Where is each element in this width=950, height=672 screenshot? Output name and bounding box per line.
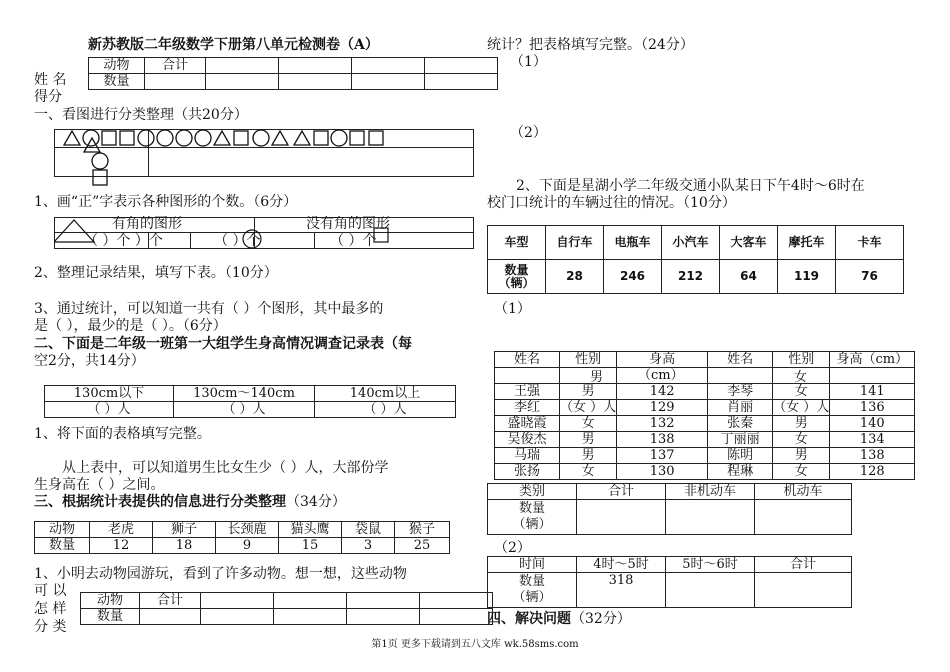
answer-cell[interactable] bbox=[755, 500, 852, 535]
header-cell: 猫头鹰 bbox=[279, 522, 342, 538]
header-cell: 动物 bbox=[81, 593, 140, 609]
overlay-text: （cm） bbox=[638, 368, 684, 383]
circle-icon bbox=[331, 130, 347, 146]
circle-icon bbox=[92, 153, 108, 169]
vehicle-table bbox=[487, 225, 904, 294]
header-cell: 身高 bbox=[617, 352, 708, 368]
blank-label: （2） bbox=[494, 540, 531, 556]
triangle-icon bbox=[294, 131, 310, 145]
animal-class-table bbox=[80, 592, 493, 625]
answer-cell[interactable] bbox=[666, 573, 755, 608]
header-cell: 机动车 bbox=[755, 484, 852, 500]
answer-cell[interactable] bbox=[206, 58, 279, 74]
name-label: 姓 名 bbox=[34, 72, 67, 88]
blank-cell[interactable]: （ ）人 bbox=[315, 402, 456, 418]
label-cell: 数量 （辆） bbox=[488, 500, 577, 535]
answer-cell[interactable] bbox=[279, 74, 352, 90]
blank-label: （1） bbox=[510, 54, 547, 70]
header-cell: 姓名 bbox=[708, 352, 773, 368]
question-text: 1、画“正”字表示各种图形的个数。（6分） bbox=[34, 194, 298, 210]
table-row: 张扬 女 130 程琳 女 128 bbox=[495, 464, 915, 480]
overlay-text: 男 bbox=[590, 370, 604, 385]
header-cell: 合计 bbox=[140, 593, 201, 609]
section-heading: 一、看图进行分类整理（共20分） bbox=[34, 107, 248, 123]
score-label: 得分 bbox=[34, 89, 62, 105]
square-icon bbox=[120, 131, 134, 145]
answer-cell[interactable] bbox=[666, 500, 755, 535]
header-cell: 性别 bbox=[773, 352, 830, 368]
label-cell: 数量 （辆） bbox=[488, 260, 546, 294]
value-cell: 12 bbox=[90, 538, 153, 554]
answer-cell[interactable] bbox=[347, 609, 420, 625]
header-table bbox=[88, 57, 498, 90]
header-cell: 动物 bbox=[89, 58, 145, 74]
answer-cell[interactable] bbox=[425, 58, 498, 74]
blank-label: （2） bbox=[510, 125, 547, 141]
question-text: 从上表中，可以知道男生比女生少（ ）人，大部份学 bbox=[62, 460, 389, 476]
header-cell: 大客车 bbox=[720, 226, 778, 260]
answer-cell[interactable] bbox=[206, 74, 279, 90]
value-cell: 64 bbox=[720, 260, 778, 294]
label-cell: 数量 （辆） bbox=[488, 573, 577, 608]
answer-cell[interactable] bbox=[145, 74, 206, 90]
square-icon bbox=[369, 131, 383, 145]
question-text: 生身高在（ ）之间。 bbox=[34, 477, 165, 493]
question-text: 是（ ），最少的是（ ）。（6分） bbox=[34, 318, 227, 334]
header-cell: 5时～6时 bbox=[666, 557, 755, 573]
header-cell: 猴子 bbox=[395, 522, 450, 538]
height-range-table bbox=[44, 385, 456, 418]
table-row: 盛晓霞 女 132 张秦 男 140 bbox=[495, 416, 915, 432]
question-text: 统计？把表格填写完整。（24分） bbox=[487, 37, 694, 53]
table-row: 吴俊杰 男 138 丁丽丽 女 134 bbox=[495, 432, 915, 448]
blank-cell[interactable]: （ ）人 bbox=[174, 402, 315, 418]
side-text: 可 以 bbox=[34, 583, 67, 599]
header-cell: 车型 bbox=[488, 226, 546, 260]
header-cell: 自行车 bbox=[546, 226, 604, 260]
blank-label: （1） bbox=[494, 301, 531, 317]
header-cell: 动物 bbox=[35, 522, 90, 538]
circle-icon bbox=[195, 130, 211, 146]
circle-icon bbox=[138, 130, 154, 146]
circle-icon bbox=[243, 230, 261, 248]
header-cell: 姓名 bbox=[495, 352, 560, 368]
answer-cell[interactable] bbox=[140, 609, 201, 625]
value-cell: 28 bbox=[546, 260, 604, 294]
tally-unit: （ ）个 bbox=[330, 233, 377, 249]
answer-cell[interactable] bbox=[352, 74, 425, 90]
side-text: 怎 样 bbox=[34, 601, 67, 617]
triangle-icon bbox=[54, 220, 94, 242]
student-table bbox=[494, 351, 915, 480]
answer-cell[interactable] bbox=[425, 74, 498, 90]
header-cell: 老虎 bbox=[90, 522, 153, 538]
header-cell: 性别 bbox=[560, 352, 617, 368]
header-cell: 4时～5时 bbox=[577, 557, 666, 573]
shapes-figure bbox=[56, 128, 416, 190]
header-cell: 数量 bbox=[89, 74, 145, 90]
question-text: 3、通过统计，可以知道一共有（ ）个图形，其中最多的 bbox=[34, 301, 384, 317]
value-cell: 318 bbox=[577, 573, 666, 608]
square-icon bbox=[234, 131, 248, 145]
answer-cell[interactable] bbox=[577, 500, 666, 535]
side-text: 分 类 bbox=[34, 619, 67, 635]
header-cell: 摩托车 bbox=[778, 226, 836, 260]
tally-unit: （ ）个 ）个 bbox=[84, 233, 163, 249]
answer-cell[interactable] bbox=[279, 58, 352, 74]
header-cell: 卡车 bbox=[836, 226, 904, 260]
question-text: 2、整理记录结果，填写下表。（10分） bbox=[34, 265, 278, 281]
header-cell: 130cm～140cm bbox=[174, 386, 315, 402]
header-cell: 合计 bbox=[577, 484, 666, 500]
table-row: 李红 （女 ）人 129 肖丽 （女 ）人 136 bbox=[495, 400, 915, 416]
triangle-icon bbox=[214, 131, 230, 145]
answer-cell[interactable] bbox=[420, 593, 493, 609]
value-cell: 9 bbox=[216, 538, 279, 554]
value-cell: 数量 bbox=[35, 538, 90, 554]
circle-icon bbox=[83, 130, 99, 146]
header-cell: 身高（cm） bbox=[830, 352, 915, 368]
circle-icon bbox=[157, 130, 173, 146]
question-text: 2、下面是星湖小学二年级交通小队某日下午4时～6时在 bbox=[516, 178, 865, 194]
header-cell: 类别 bbox=[488, 484, 577, 500]
value-cell: 15 bbox=[279, 538, 342, 554]
time-table bbox=[487, 556, 852, 608]
header-cell: 时间 bbox=[488, 557, 577, 573]
tally-shapes bbox=[54, 212, 414, 252]
answer-cell[interactable] bbox=[201, 593, 274, 609]
answer-cell[interactable] bbox=[755, 573, 852, 608]
header-cell: 电瓶车 bbox=[604, 226, 662, 260]
header-cell: 非机动车 bbox=[666, 484, 755, 500]
circle-icon bbox=[253, 130, 269, 146]
answer-cell[interactable] bbox=[274, 593, 347, 609]
value-cell: 212 bbox=[662, 260, 720, 294]
square-icon bbox=[374, 228, 388, 242]
square-icon bbox=[314, 131, 328, 145]
question-text: 1、小明去动物园游玩，看到了许多动物。想一想，这些动物 bbox=[34, 566, 407, 582]
value-cell: 3 bbox=[342, 538, 395, 554]
table-row: 王强 男 142 李琴 女 141 bbox=[495, 384, 915, 400]
section-heading-tail: 空2分，共14分） bbox=[34, 353, 145, 369]
question-text: 校门口统计的车辆过往的情况。（10分） bbox=[487, 195, 736, 211]
page-title: 新苏教版二年级数学下册第八单元检测卷（A） bbox=[88, 37, 379, 53]
header-cell: 数量 bbox=[81, 609, 140, 625]
header-cell: 小汽车 bbox=[662, 226, 720, 260]
header-cell: 袋鼠 bbox=[342, 522, 395, 538]
header-cell: 合计 bbox=[755, 557, 852, 573]
answer-cell[interactable] bbox=[274, 609, 347, 625]
tally-right-title: 没有角的图形 bbox=[306, 216, 390, 232]
footer: 第1页 更多下载请到五八文库 wk.58sms.com bbox=[371, 639, 579, 650]
answer-cell[interactable] bbox=[347, 593, 420, 609]
section-heading: 三、根据统计表提供的信息进行分类整理（34分） bbox=[34, 494, 346, 510]
header-cell: 130cm以下 bbox=[45, 386, 174, 402]
section-heading: 四、解决问题（32分） bbox=[487, 611, 631, 627]
question-text: 1、将下面的表格填写完整。 bbox=[34, 426, 211, 442]
category-table bbox=[487, 483, 852, 535]
value-cell: 119 bbox=[778, 260, 836, 294]
value-cell: 76 bbox=[836, 260, 904, 294]
value-cell: 246 bbox=[604, 260, 662, 294]
answer-cell[interactable] bbox=[420, 609, 493, 625]
square-icon bbox=[93, 170, 107, 185]
value-cell: 18 bbox=[153, 538, 216, 554]
overlay-text: 女 bbox=[794, 370, 808, 385]
header-cell: 140cm以上 bbox=[315, 386, 456, 402]
animal-table bbox=[34, 521, 450, 554]
blank-cell[interactable]: （ ）人 bbox=[45, 402, 174, 418]
triangle-icon bbox=[64, 131, 80, 145]
section-heading: 二、下面是二年级一班第一大组学生身高情况调查记录表（每 bbox=[34, 336, 412, 352]
table-row: 马瑞 男 137 陈明 男 138 bbox=[495, 448, 915, 464]
tally-unit: （ ）个 bbox=[214, 233, 261, 249]
circle-icon bbox=[176, 130, 192, 146]
answer-cell[interactable] bbox=[352, 58, 425, 74]
header-cell: 长颈鹿 bbox=[216, 522, 279, 538]
triangle-icon bbox=[272, 131, 288, 145]
header-cell: 狮子 bbox=[153, 522, 216, 538]
value-cell: 25 bbox=[395, 538, 450, 554]
square-icon bbox=[350, 131, 364, 145]
square-icon bbox=[102, 131, 116, 145]
tally-left-title: 有角的图形 bbox=[112, 216, 182, 232]
answer-cell[interactable] bbox=[201, 609, 274, 625]
header-cell: 合计 bbox=[145, 58, 206, 74]
